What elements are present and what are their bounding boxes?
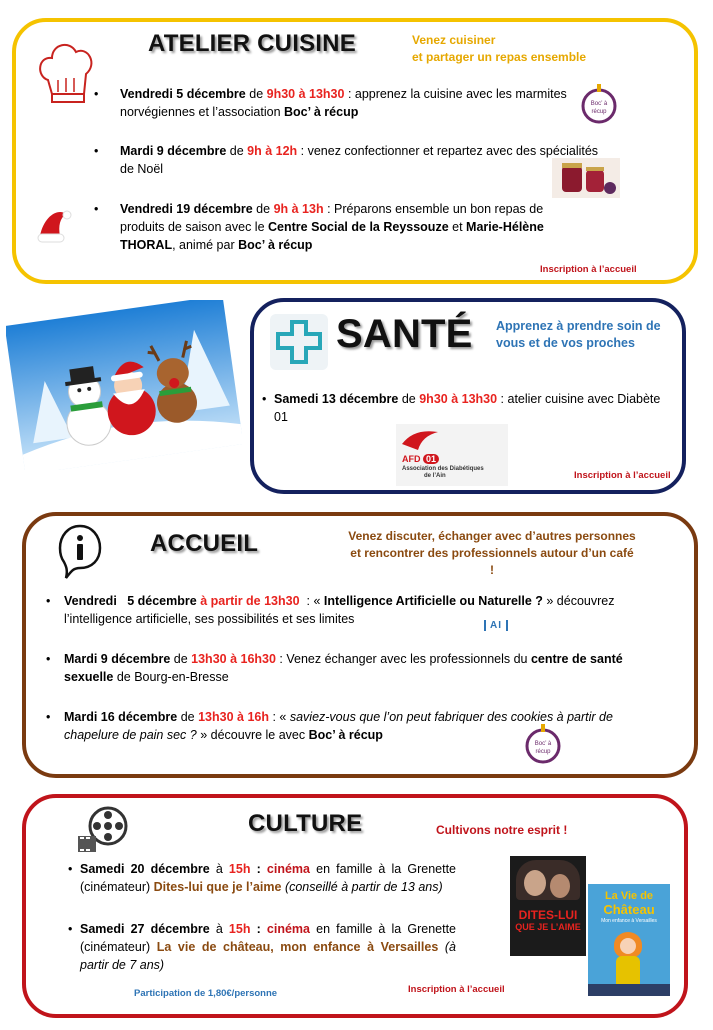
culture-tagline: Cultivons notre esprit ! <box>436 823 568 837</box>
cuisine-item-3-person: Marie-Hélène THORAL <box>120 220 544 252</box>
sante-item-1-time: 9h30 à 13h30 <box>419 392 498 406</box>
sante-tagline-line2: vous et de vos proches <box>496 336 635 350</box>
culture-participation: Participation de 1,80€/personne <box>134 988 278 999</box>
sante-item-1: • Samedi 13 décembre de 9h30 à 13h30 : atelier cuisine avec Diabète 01 <box>262 392 661 424</box>
culture-item-1: • Samedi 20 décembre à 15h : cinéma en famille à la Grenette (cinémateur) Dites-lui que je l’aime (conseillé à partir de 13 ans) <box>68 862 457 894</box>
info-bubble-icon <box>58 524 102 580</box>
santa-hat-icon <box>36 206 72 246</box>
sante-title: SANTÉ <box>336 312 473 356</box>
jam-jars-image <box>552 158 620 198</box>
afd-bird-icon <box>400 426 440 456</box>
ai-badge: AI <box>484 620 508 631</box>
cuisine-tagline <box>412 32 586 66</box>
christmas-characters-image <box>6 300 242 470</box>
culture-item-1-time: 15h <box>228 862 251 876</box>
poster2-title-line1: La Vie de <box>604 890 654 902</box>
cuisine-tagline-line1: Venez cuisiner <box>412 33 496 47</box>
boc-logo-2-text-2: récup <box>535 749 551 755</box>
accueil-item-1-day: Vendredi 5 décembre <box>64 594 197 608</box>
culture-item-2: • Samedi 27 décembre à 15h : cinéma en famille à la Grenette (cinémateur) La vie de château, mon enfance à Versailles (à partir de 7 ans) <box>68 922 457 972</box>
cuisine-item-1-org: Boc’ à récup <box>284 105 359 119</box>
cuisine-item-1-day: Vendredi 5 décembre <box>120 87 246 101</box>
accueil-tagline-line1: Venez discuter, échanger avec d’autres personnes <box>348 529 636 543</box>
afd-line2: de l’Ain <box>424 473 446 479</box>
cuisine-inscription: Inscription à l’accueil <box>540 264 637 275</box>
poster1-title-line2: QUE JE L’AIME <box>515 922 581 932</box>
culture-item-1-film: Dites-lui que je l’aime <box>153 880 282 894</box>
cuisine-item-1: • Vendredi 5 décembre de 9h30 à 13h30 : apprenez la cuisine avec les marmites norvégiennes et l’association Boc’ à récup <box>94 87 567 119</box>
medical-cross-icon <box>270 314 328 370</box>
accueil-tagline <box>342 528 642 579</box>
boc-logo-2-text-1: Boc’ à <box>534 741 552 747</box>
cuisine-title: ATELIER CUISINE <box>148 30 356 57</box>
poster2-title-line2: Château <box>603 902 655 917</box>
cuisine-item-1-time: 9h30 à 13h30 <box>266 87 345 101</box>
sante-item-1-day: Samedi 13 décembre <box>274 392 399 406</box>
poster-la-vie-de-chateau <box>588 884 670 996</box>
afd-line1: Association des Diabétiques <box>402 466 484 472</box>
chef-hat-icon <box>36 34 96 108</box>
culture-item-1-kind: cinéma <box>266 862 310 876</box>
accueil-item-2-org: centre de santé sexuelle <box>64 652 623 684</box>
culture-item-2-kind: cinéma <box>266 922 310 936</box>
cuisine-item-3-day: Vendredi 19 décembre <box>120 202 253 216</box>
afd-logo <box>396 424 508 486</box>
culture-item-2-day: Samedi 27 décembre <box>80 922 210 936</box>
afd-num: 01 <box>423 454 439 464</box>
afd-short: AFD <box>402 454 421 464</box>
poster1-title-line1: DITES-LUI <box>518 908 578 922</box>
cuisine-item-3-org: Centre Social de la Reyssouze <box>268 220 449 234</box>
boc-logo-text-2: récup <box>591 109 607 115</box>
sante-tagline-line1: Apprenez à prendre soin de <box>496 319 661 333</box>
culture-item-2-time: 15h <box>228 922 251 936</box>
accueil-title: ACCUEIL <box>150 530 259 557</box>
cuisine-item-3: • Vendredi 19 décembre de 9h à 13h : Préparons ensemble un bon repas de produits de saison avec le Centre Social de la Reyssouze et Marie-Hélène THORAL, animé par Boc’ à récup <box>94 202 544 252</box>
cuisine-tagline-line2: et partager un repas ensemble <box>412 50 587 64</box>
culture-item-2-film: La vie de château, mon enfance à Versailles <box>156 940 439 954</box>
accueil-tagline-line3: ! <box>490 563 494 577</box>
accueil-tagline-line2: et rencontrer des professionnels autour d’un café <box>350 546 634 560</box>
accueil-item-1-topic: Intelligence Artificielle ou Naturelle ? <box>323 594 543 608</box>
accueil-item-3-day: Mardi 16 décembre <box>64 710 178 724</box>
sante-inscription: Inscription à l’accueil <box>574 470 671 481</box>
cuisine-item-2-time: 9h à 12h <box>247 144 298 158</box>
accueil-item-2-time: 13h30 à 16h30 <box>191 652 276 666</box>
cuisine-item-3-time: 9h à 13h <box>273 202 324 216</box>
accueil-item-3-org: Boc’ à récup <box>308 728 383 742</box>
sante-tagline <box>496 318 661 352</box>
accueil-item-3-quote: saviez-vous que l’on peut fabriquer des cookies à partir de chapelure de pain sec ? <box>64 710 613 742</box>
accueil-item-3-time: 13h30 à 16h <box>198 710 269 724</box>
boc-a-recup-logo <box>580 84 618 124</box>
poster2-subtitle: Mon enfance à Versailles <box>601 918 657 924</box>
accueil-item-2: • Mardi 9 décembre de 13h30 à 16h30 : Venez échanger avec les professionnels du centre de santé sexuelle de Bourg-en-Bresse <box>46 652 623 684</box>
accueil-item-3: • Mardi 16 décembre de 13h30 à 16h : « saviez-vous que l’on peut fabriquer des cookies à partir de chapelure de pain sec ? » découvre le avec Boc’ à récup <box>46 710 613 742</box>
cuisine-item-3-org2: Boc’ à récup <box>238 238 313 252</box>
accueil-item-1-time: à partir de 13h30 <box>200 594 300 608</box>
cuisine-item-2-day: Mardi 9 décembre <box>120 144 227 158</box>
boc-a-recup-logo-2 <box>524 724 562 764</box>
accueil-item-2-day: Mardi 9 décembre <box>64 652 171 666</box>
culture-title: CULTURE <box>248 810 363 837</box>
accueil-item-1: • Vendredi 5 décembre à partir de 13h30 : « Intelligence Artificielle ou Naturelle ? » découvrez l’intelligence artificielle, ses possibilités et ses limites <box>46 594 615 626</box>
cuisine-item-2: • Mardi 9 décembre de 9h à 12h : venez confectionner et repartez avec des spécialités de Noël <box>94 144 599 176</box>
film-reel-icon <box>76 806 130 854</box>
boc-logo-text-1: Boc’ à <box>590 101 608 107</box>
culture-inscription: Inscription à l’accueil <box>408 984 505 995</box>
poster-dites-lui-que-je-laime <box>510 856 586 956</box>
culture-item-1-day: Samedi 20 décembre <box>80 862 210 876</box>
